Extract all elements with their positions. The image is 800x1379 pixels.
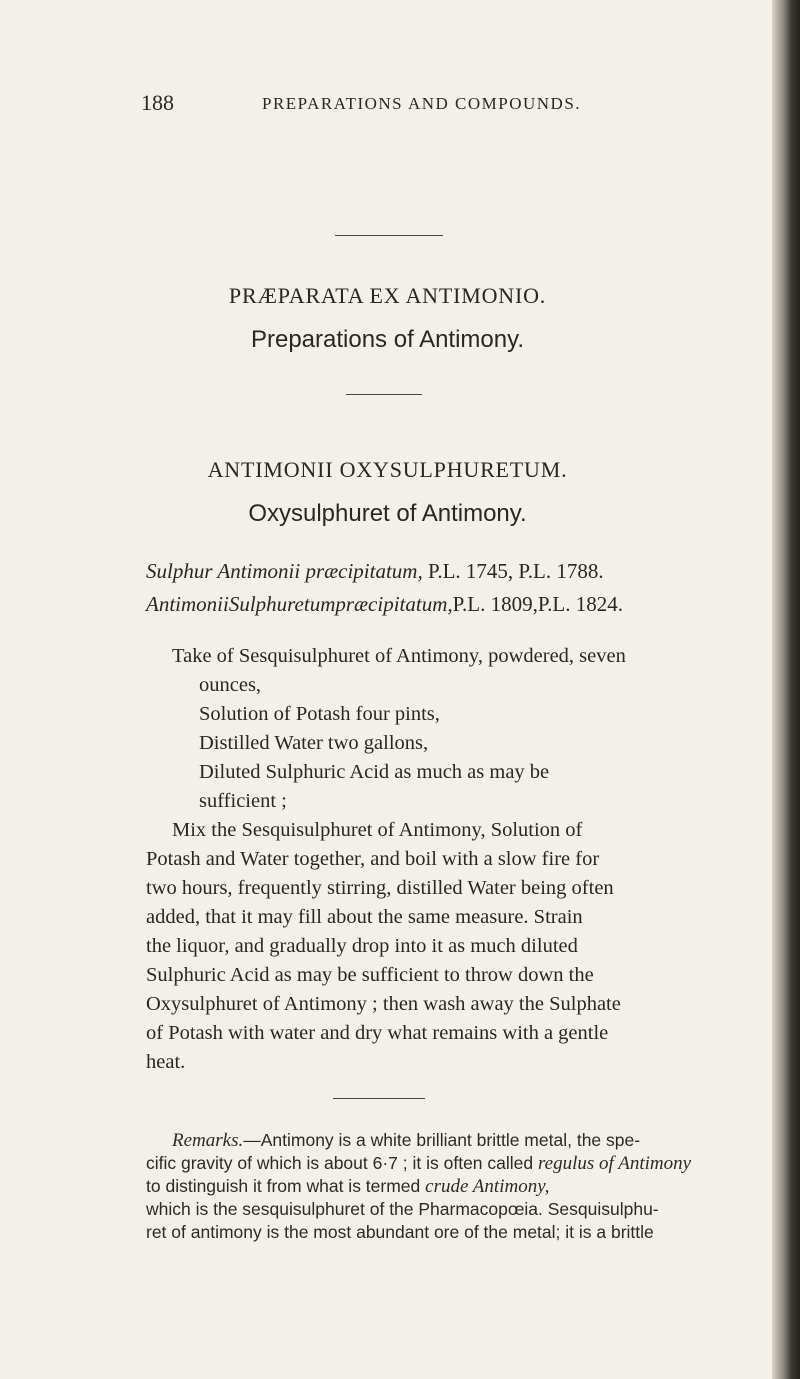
remarks-line bbox=[146, 1152, 736, 1175]
remarks-text: cific gravity of which is about 6·7 ; it is often called bbox=[146, 1153, 538, 1173]
remarks-line: ret of antimony is the most abundant ore of the metal; it is a brittle bbox=[146, 1222, 654, 1242]
section-divider-rule bbox=[346, 394, 422, 395]
method-line: Oxysulphuret of Antimony ; then wash away the Sulphate bbox=[146, 993, 621, 1015]
method-line: two hours, frequently stirring, distilled Water being often bbox=[146, 877, 614, 899]
remarks-divider-rule bbox=[333, 1098, 425, 1099]
remarks-italic-term: crude Antimony, bbox=[425, 1176, 550, 1197]
method-line: heat. bbox=[146, 1051, 186, 1073]
recipe-line: Diluted Sulphuric Acid as much as may be bbox=[199, 761, 550, 783]
method-line: Potash and Water together, and boil with a slow fire for bbox=[146, 848, 600, 870]
remarks-text: to distinguish it from what is termed bbox=[146, 1176, 426, 1196]
entry-latin-title: ANTIMONII OXYSULPHURETUM. bbox=[207, 457, 568, 482]
synonym-line bbox=[146, 592, 623, 617]
recipe-line: Distilled Water two gallons, bbox=[199, 732, 429, 754]
page-number: 188 bbox=[141, 90, 174, 115]
method-line: added, that it may fill about the same measure. Strain bbox=[146, 906, 583, 928]
recipe-line: sufficient ; bbox=[199, 790, 287, 812]
page-edge-shadow bbox=[772, 0, 800, 1379]
section-latin-title: PRÆPARATA EX ANTIMONIO. bbox=[228, 283, 547, 308]
synonym-line bbox=[146, 559, 604, 584]
recipe-ingredients bbox=[146, 642, 736, 816]
remarks-paragraph bbox=[146, 1129, 736, 1244]
remarks-line bbox=[146, 1129, 736, 1152]
method-line: the liquor, and gradually drop into it as much diluted bbox=[146, 935, 578, 957]
method-line: Mix the Sesquisulphuret of Antimony, Solution of bbox=[172, 819, 583, 841]
remarks-line: which is the sesquisulphuret of the Pharmacopœia. Sesquisulphu- bbox=[146, 1199, 659, 1219]
remarks-text: —Antimony is a white brilliant brittle metal, the spe- bbox=[243, 1130, 641, 1150]
remarks-line bbox=[146, 1175, 736, 1198]
section-top-rule bbox=[335, 235, 443, 236]
recipe-line: Solution of Potash four pints, bbox=[199, 703, 440, 725]
synonym-refs: P.L. 1809,P.L. 1824. bbox=[452, 592, 623, 616]
synonym-latin: AntimoniiSulphuretumpræcipitatum, bbox=[146, 592, 453, 616]
remarks-italic-term: regulus of Antimony bbox=[537, 1153, 692, 1174]
running-title: PREPARATIONS AND COMPOUNDS. bbox=[262, 94, 582, 113]
entry-english-title: Oxysulphuret of Antimony. bbox=[248, 500, 527, 527]
recipe-line: ounces, bbox=[199, 674, 262, 696]
method-line: Sulphuric Acid as may be sufficient to throw down the bbox=[146, 964, 594, 986]
section-english-title: Preparations of Antimony. bbox=[250, 326, 525, 353]
remarks-label: Remarks. bbox=[172, 1130, 244, 1151]
synonym-refs: P.L. 1745, P.L. 1788. bbox=[422, 559, 604, 583]
recipe-method bbox=[146, 816, 736, 1077]
recipe-line: Take of Sesquisulphuret of Antimony, powdered, seven bbox=[172, 645, 626, 667]
method-line: of Potash with water and dry what remains with a gentle bbox=[146, 1022, 609, 1044]
synonym-latin: Sulphur Antimonii præcipitatum, bbox=[146, 559, 423, 583]
